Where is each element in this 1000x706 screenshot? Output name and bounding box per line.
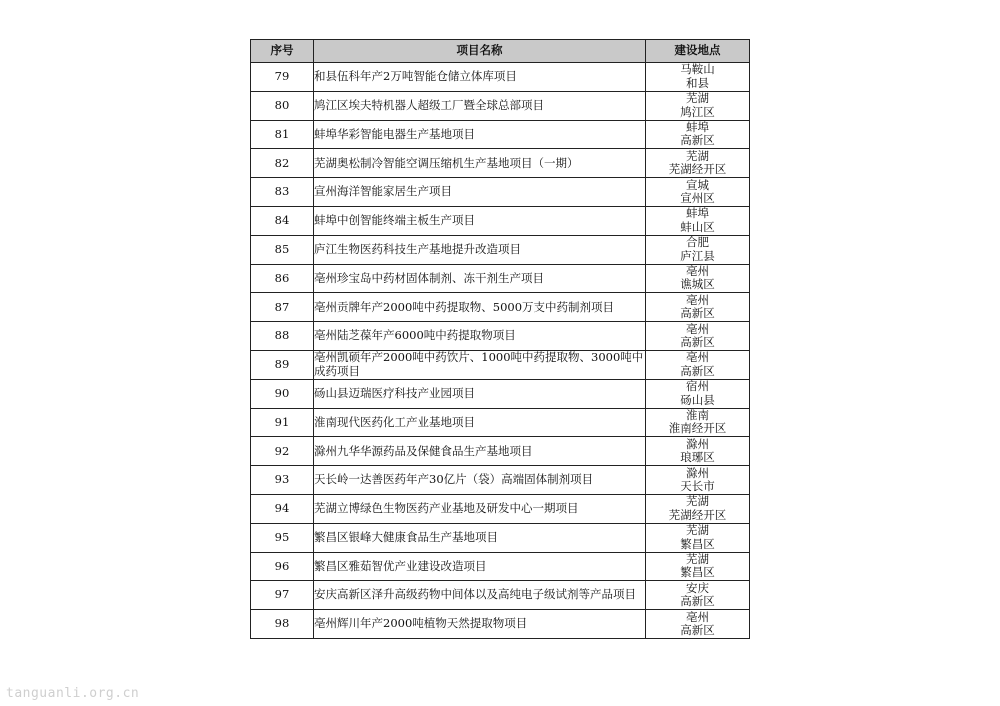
location-district: 高新区 bbox=[680, 306, 715, 321]
location-city: 滁州 bbox=[686, 436, 709, 451]
location-city: 芜湖 bbox=[686, 148, 709, 163]
location-district: 繁昌区 bbox=[680, 536, 715, 551]
project-name-cell: 繁昌区雅茹智优产业建设改造项目 bbox=[314, 552, 646, 581]
location-city: 淮南 bbox=[686, 407, 709, 422]
serial-number-cell: 92 bbox=[251, 437, 314, 466]
serial-number-cell: 93 bbox=[251, 466, 314, 495]
table-row bbox=[251, 350, 750, 379]
serial-number-cell: 79 bbox=[251, 63, 314, 92]
table-row bbox=[251, 91, 750, 120]
location-district: 高新区 bbox=[680, 363, 715, 378]
location-district: 庐江县 bbox=[680, 248, 715, 263]
location-city: 亳州 bbox=[686, 292, 709, 307]
serial-number-cell: 82 bbox=[251, 149, 314, 178]
serial-number-cell: 86 bbox=[251, 264, 314, 293]
location-district: 高新区 bbox=[680, 623, 715, 638]
location-district: 淮南经开区 bbox=[668, 421, 727, 436]
table-row bbox=[251, 63, 750, 92]
location-city: 亳州 bbox=[686, 609, 709, 624]
table-row bbox=[251, 206, 750, 235]
project-name-cell: 鸠江区埃夫特机器人超级工厂暨全球总部项目 bbox=[314, 91, 646, 120]
location-cell bbox=[646, 408, 750, 437]
table-row bbox=[251, 523, 750, 552]
project-name-cell: 滁州九华华源药品及保健食品生产基地项目 bbox=[314, 437, 646, 466]
header-location: 建设地点 bbox=[646, 40, 750, 63]
project-name-cell: 安庆高新区泽升高级药物中间体以及高纯电子级试剂等产品项目 bbox=[314, 581, 646, 610]
location-city: 亳州 bbox=[686, 350, 709, 365]
location-cell bbox=[646, 379, 750, 408]
table-row bbox=[251, 149, 750, 178]
table-row bbox=[251, 120, 750, 149]
location-cell bbox=[646, 494, 750, 523]
serial-number-cell: 90 bbox=[251, 379, 314, 408]
location-cell bbox=[646, 350, 750, 379]
location-cell bbox=[646, 466, 750, 495]
location-city: 蚌埠 bbox=[686, 119, 709, 134]
table-row bbox=[251, 610, 750, 639]
location-city: 宣城 bbox=[686, 177, 709, 192]
header-serial-number: 序号 bbox=[251, 40, 314, 63]
serial-number-cell: 91 bbox=[251, 408, 314, 437]
project-name-cell: 天长岭一达善医药年产30亿片（袋）高端固体制剂项目 bbox=[314, 466, 646, 495]
location-district: 谯城区 bbox=[680, 277, 715, 292]
location-city: 亳州 bbox=[686, 263, 709, 278]
table-row bbox=[251, 178, 750, 207]
location-cell bbox=[646, 63, 750, 92]
serial-number-cell: 89 bbox=[251, 350, 314, 379]
table-row bbox=[251, 466, 750, 495]
table-row bbox=[251, 494, 750, 523]
location-cell bbox=[646, 293, 750, 322]
serial-number-cell: 87 bbox=[251, 293, 314, 322]
location-city: 合肥 bbox=[686, 235, 709, 250]
table-row bbox=[251, 264, 750, 293]
location-district: 天长市 bbox=[680, 479, 715, 494]
project-name-cell: 亳州珍宝岛中药材固体制剂、冻干剂生产项目 bbox=[314, 264, 646, 293]
serial-number-cell: 85 bbox=[251, 235, 314, 264]
project-name-cell: 庐江生物医药科技生产基地提升改造项目 bbox=[314, 235, 646, 264]
serial-number-cell: 95 bbox=[251, 523, 314, 552]
location-district: 蚌山区 bbox=[680, 219, 715, 234]
project-name-cell: 繁昌区银峰大健康食品生产基地项目 bbox=[314, 523, 646, 552]
table-row bbox=[251, 293, 750, 322]
table-body bbox=[251, 63, 750, 639]
table-row bbox=[251, 235, 750, 264]
location-city: 宿州 bbox=[686, 379, 709, 394]
table-row bbox=[251, 437, 750, 466]
location-city: 马鞍山 bbox=[680, 62, 715, 77]
table-row bbox=[251, 581, 750, 610]
project-name-cell: 蚌埠中创智能终端主板生产项目 bbox=[314, 206, 646, 235]
location-city: 安庆 bbox=[686, 580, 709, 595]
project-name-cell: 亳州凯硕年产2000吨中药饮片、1000吨中药提取物、3000吨中成药项目 bbox=[314, 350, 646, 379]
location-cell bbox=[646, 264, 750, 293]
project-name-cell: 芜湖奥松制冷智能空调压缩机生产基地项目（一期） bbox=[314, 149, 646, 178]
project-name-cell: 砀山县迈瑞医疗科技产业园项目 bbox=[314, 379, 646, 408]
location-cell bbox=[646, 322, 750, 351]
location-district: 宣州区 bbox=[680, 191, 715, 206]
location-district: 和县 bbox=[686, 75, 709, 90]
location-city: 蚌埠 bbox=[686, 206, 709, 221]
location-district: 芜湖经开区 bbox=[668, 162, 727, 177]
location-city: 芜湖 bbox=[686, 494, 709, 509]
project-name-cell: 宣州海洋智能家居生产项目 bbox=[314, 178, 646, 207]
location-cell bbox=[646, 178, 750, 207]
project-name-cell: 蚌埠华彩智能电器生产基地项目 bbox=[314, 120, 646, 149]
table-row bbox=[251, 552, 750, 581]
location-cell bbox=[646, 206, 750, 235]
location-cell bbox=[646, 149, 750, 178]
serial-number-cell: 94 bbox=[251, 494, 314, 523]
location-city: 滁州 bbox=[686, 465, 709, 480]
location-city: 芜湖 bbox=[686, 551, 709, 566]
table-row bbox=[251, 379, 750, 408]
location-district: 芜湖经开区 bbox=[668, 507, 727, 522]
serial-number-cell: 84 bbox=[251, 206, 314, 235]
project-table bbox=[250, 39, 750, 639]
location-district: 高新区 bbox=[680, 335, 715, 350]
location-cell bbox=[646, 120, 750, 149]
location-district: 高新区 bbox=[680, 133, 715, 148]
project-name-cell: 亳州辉川年产2000吨植物天然提取物项目 bbox=[314, 610, 646, 639]
project-name-cell: 亳州陆芝葆年产6000吨中药提取物项目 bbox=[314, 322, 646, 351]
location-cell bbox=[646, 437, 750, 466]
location-cell bbox=[646, 91, 750, 120]
location-district: 琅琊区 bbox=[680, 450, 715, 465]
serial-number-cell: 80 bbox=[251, 91, 314, 120]
project-name-cell: 亳州贡牌年产2000吨中药提取物、5000万支中药制剂项目 bbox=[314, 293, 646, 322]
serial-number-cell: 97 bbox=[251, 581, 314, 610]
serial-number-cell: 88 bbox=[251, 322, 314, 351]
location-district: 砀山县 bbox=[680, 392, 715, 407]
table-row bbox=[251, 408, 750, 437]
location-city: 亳州 bbox=[686, 321, 709, 336]
location-cell bbox=[646, 523, 750, 552]
project-name-cell: 和县伍科年产2万吨智能仓储立体库项目 bbox=[314, 63, 646, 92]
location-district: 高新区 bbox=[680, 594, 715, 609]
location-cell bbox=[646, 235, 750, 264]
location-city: 芜湖 bbox=[686, 91, 709, 106]
project-name-cell: 芜湖立博绿色生物医药产业基地及研发中心一期项目 bbox=[314, 494, 646, 523]
header-project-name: 项目名称 bbox=[314, 40, 646, 63]
serial-number-cell: 83 bbox=[251, 178, 314, 207]
serial-number-cell: 96 bbox=[251, 552, 314, 581]
location-district: 鸠江区 bbox=[680, 104, 715, 119]
project-name-cell: 淮南现代医药化工产业基地项目 bbox=[314, 408, 646, 437]
serial-number-cell: 98 bbox=[251, 610, 314, 639]
table-header-row bbox=[251, 40, 750, 63]
location-cell bbox=[646, 552, 750, 581]
table-row bbox=[251, 322, 750, 351]
serial-number-cell: 81 bbox=[251, 120, 314, 149]
location-cell bbox=[646, 581, 750, 610]
location-cell bbox=[646, 610, 750, 639]
watermark: tanguanli.org.cn bbox=[6, 686, 140, 701]
location-district: 繁昌区 bbox=[680, 565, 715, 580]
location-city: 芜湖 bbox=[686, 523, 709, 538]
